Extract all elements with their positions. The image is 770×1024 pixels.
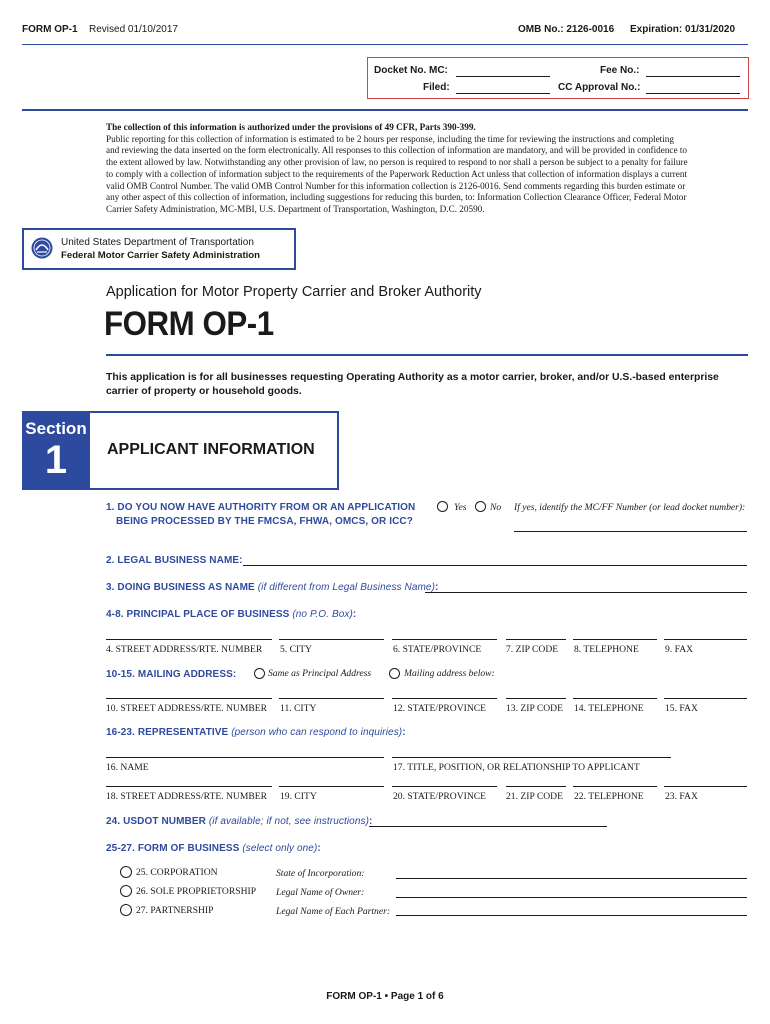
principal-state-field[interactable] [392,639,497,640]
intro-text [106,371,719,399]
q24-colon: : [369,816,373,827]
fee-label: Fee No.: [600,65,640,76]
q10-label: 10-15. MAILING ADDRESS: [106,669,237,680]
rep-state-field[interactable] [392,786,497,787]
mailing-below-label: Mailing address below: [404,668,495,679]
mailing-phone-field[interactable] [573,698,657,699]
rep-zip-field[interactable] [506,786,566,787]
rep-zip-label: 21. ZIP CODE [506,791,563,802]
q4-label [106,609,356,620]
principal-street-field[interactable] [106,639,272,640]
q3-colon: : [435,582,439,593]
state-incorporation-field[interactable] [396,878,747,879]
q16-label-text: 16-23. REPRESENTATIVE [106,727,229,738]
form-subtitle: Application for Motor Property Carrier and Broker Authority [106,284,482,300]
notice-line: Public reporting for this collection of information is estimated to be 2 hours per response, including the time for reviewing the instructions and completing [106,133,674,144]
header-form-id: FORM OP-1 [22,24,78,35]
principal-zip-field[interactable] [506,639,566,640]
q1-label-line2: BEING PROCESSED BY THE FMCSA, FHWA, OMCS, OR ICC? [116,516,413,527]
q25-colon: : [317,843,321,854]
q24-label-text: 24. USDOT NUMBER [106,816,206,827]
q2-label: 2. LEGAL BUSINESS NAME: [106,555,243,566]
principal-city-label: 5. CITY [280,644,312,655]
q1-docket-field[interactable] [514,531,747,532]
usdot-number-field[interactable] [369,826,607,827]
legal-business-name-field[interactable] [243,565,747,566]
mailing-city-field[interactable] [279,698,384,699]
q1-if-yes-label: If yes, identify the MC/FF Number (or lead docket number): [514,502,746,513]
notice-line: Carrier Safety Administration, MC-MBI, U.S. Department of Transportation, Washington, D.C. 20590. [106,203,485,214]
mailing-below-radio[interactable] [389,668,400,679]
mailing-phone-label: 14. TELEPHONE [574,703,644,714]
agency-admin: Federal Motor Carrier Safety Administration [61,250,261,261]
q16-colon: : [402,727,406,738]
mailing-street-field[interactable] [106,698,272,699]
q25-label [106,843,321,854]
q24-label [106,816,372,827]
header-revised: Revised 01/10/2017 [89,24,178,35]
mailing-street-label: 10. STREET ADDRESS/RTE. NUMBER [106,703,268,714]
cc-approval-label: CC Approval No.: [558,82,641,93]
notice-line: the extent allowed by law. Notwithstanding any other provision of law, no person is required to respond to nor shall a person be subject to a penalty for failure [106,157,688,168]
notice-line: any other aspect of this collection of information, including suggestions for reducing this burden, to: Information Collection Clearance Officer, Federal Motor [106,192,687,203]
mailing-zip-field[interactable] [506,698,566,699]
form-title: FORM OP-1 [104,305,274,343]
page-footer: FORM OP-1 • Page 1 of 6 [326,991,444,1002]
section-word: Section [25,419,87,438]
docket-label: Docket No. MC: [374,65,448,76]
partners-names-field[interactable] [396,915,747,916]
filed-field[interactable] [456,93,550,94]
rep-title-label: 17. TITLE, POSITION, OR RELATIONSHIP TO APPLICANT [393,762,640,773]
q1-no-label: No [490,502,502,513]
rep-city-field[interactable] [279,786,384,787]
principal-city-field[interactable] [279,639,384,640]
dba-name-field[interactable] [425,592,747,593]
principal-fax-field[interactable] [664,639,747,640]
cc-approval-field[interactable] [646,93,740,94]
burden-notice [106,122,736,216]
rep-state-label: 20. STATE/PROVINCE [393,791,487,802]
q4-label-text: 4-8. PRINCIPAL PLACE OF BUSINESS [106,609,290,620]
docket-field[interactable] [456,76,550,77]
notice-line: to comply with a collection of information subject to the requirements of the Paperwork Reduction Act unless that collection of information displays a current [106,168,687,179]
header-expiration: Expiration: 01/31/2020 [630,24,736,35]
q3-label [106,582,438,593]
q24-hint: (if available; if not, see instructions) [208,816,370,827]
rep-name-label: 16. NAME [106,762,149,773]
rep-title-field[interactable] [392,757,671,758]
mailing-same-radio[interactable] [254,668,265,679]
q25-hint: (select only one) [242,843,318,854]
q16-hint: (person who can respond to inquiries) [231,727,403,738]
agency-dept: United States Department of Transportation [61,237,254,248]
intro-line: carrier of property or household goods. [106,386,302,397]
principal-zip-label: 7. ZIP CODE [506,644,559,655]
rep-phone-field[interactable] [573,786,657,787]
q16-label [106,727,406,738]
mailing-state-label: 12. STATE/PROVINCE [393,703,487,714]
q1-yes-label: Yes [454,502,467,513]
mailing-zip-label: 13. ZIP CODE [506,703,563,714]
q3-label-text: 3. DOING BUSINESS AS NAME [106,582,255,593]
corporation-radio[interactable] [120,866,132,878]
mailing-same-label: Same as Principal Address [268,668,372,679]
partners-names-label: Legal Name of Each Partner: [276,906,391,917]
header-rule [22,44,748,45]
notice-line: valid OMB Control Number. The valid OMB Control Number for this information collection is 2126-0016. Send comments regarding this burden estimate or [106,180,686,191]
sole-proprietorship-label: 26. SOLE PROPRIETORSHIP [136,886,257,897]
q1-no-radio[interactable] [475,501,486,512]
q1-label-line1: 1. DO YOU NOW HAVE AUTHORITY FROM OR AN APPLICATION [106,502,416,513]
corporation-label: 25. CORPORATION [136,867,218,878]
header-omb-number: OMB No.: 2126-0016 [518,24,615,35]
q4-colon: : [352,609,357,620]
mailing-city-label: 11. CITY [280,703,317,714]
rep-street-label: 18. STREET ADDRESS/RTE. NUMBER [106,791,268,802]
rep-phone-label: 22. TELEPHONE [574,791,644,802]
q1-yes-radio[interactable] [437,501,448,512]
rep-city-label: 19. CITY [280,791,317,802]
filed-label: Filed: [423,82,450,93]
principal-street-label: 4. STREET ADDRESS/RTE. NUMBER [106,644,263,655]
owner-name-field[interactable] [396,897,747,898]
office-box-rule [22,109,748,111]
rep-name-field[interactable] [106,757,384,758]
dot-seal-icon [31,237,53,259]
principal-phone-label: 8. TELEPHONE [574,644,639,655]
mailing-fax-label: 15. FAX [665,703,698,714]
q3-hint: (if different from Legal Business Name) [257,582,436,593]
owner-name-label: Legal Name of Owner: [276,887,365,898]
principal-phone-field[interactable] [573,639,657,640]
partnership-radio[interactable] [120,904,132,916]
state-incorporation-label: State of Incorporation: [276,868,365,879]
agency-box [22,228,296,270]
title-rule [106,354,748,356]
principal-fax-label: 9. FAX [665,644,694,655]
mailing-fax-field[interactable] [664,698,747,699]
section-number: 1 [44,438,68,482]
principal-state-label: 6. STATE/PROVINCE [393,644,482,655]
fee-field[interactable] [646,76,740,77]
rep-street-field[interactable] [106,786,272,787]
notice-line: and reviewing the data inserted on the form electronically. All responses to this collection of information are mandatory, and will be provided in confidence to [106,145,688,156]
mailing-state-field[interactable] [392,698,497,699]
q4-hint: (no P.O. Box) [292,609,353,620]
q25-label-text: 25-27. FORM OF BUSINESS [106,843,240,854]
section-heading: APPLICANT INFORMATION [107,441,315,458]
rep-fax-field[interactable] [664,786,747,787]
notice-authority: The collection of this information is authorized under the provisions of 49 CFR, Parts 390-399. [106,122,476,132]
sole-proprietorship-radio[interactable] [120,885,132,897]
rep-fax-label: 23. FAX [665,791,698,802]
intro-line: This application is for all businesses requesting Operating Authority as a motor carrier, broker, and/or U.S.-based enterprise [106,372,719,383]
partnership-label: 27. PARTNERSHIP [136,905,214,916]
